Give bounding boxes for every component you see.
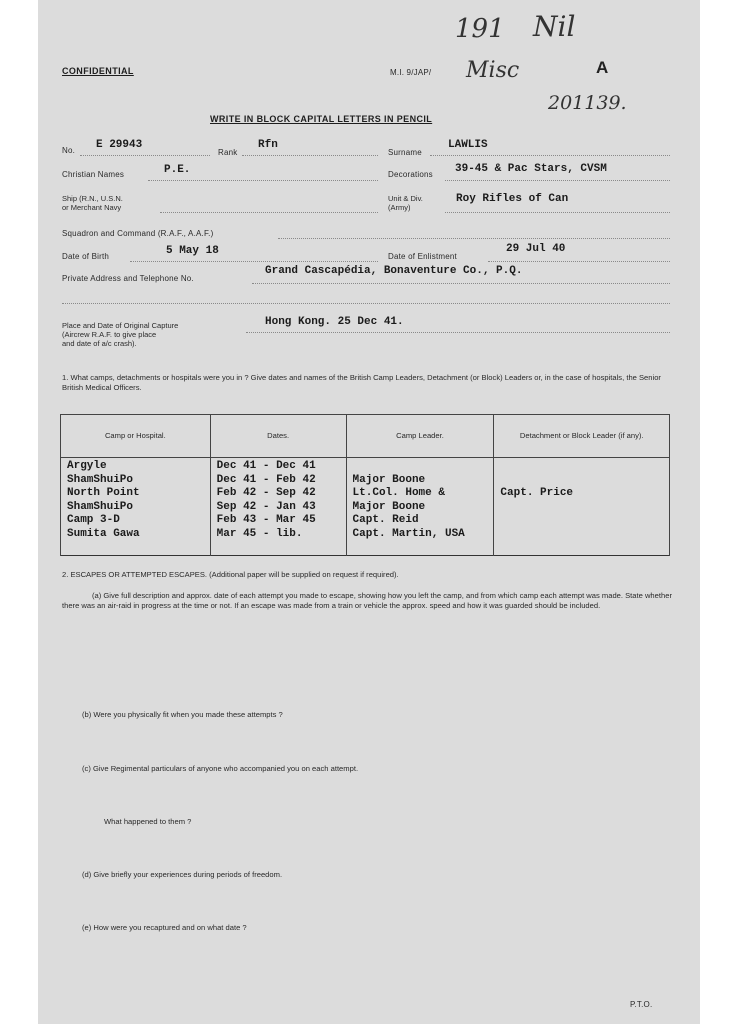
question-2c: (c) Give Regimental particulars of anyone who accompanied you on each attempt. [82, 764, 359, 773]
handwritten-scribble: Nil [533, 10, 576, 43]
handwritten-misc: Misc [466, 58, 520, 83]
form-letter: A [596, 58, 609, 77]
squadron-label: Squadron and Command (R.A.F., A.A.F.) [62, 229, 214, 238]
instruction-heading: WRITE IN BLOCK CAPITAL LETTERS IN PENCIL [210, 114, 433, 124]
no-value: E 29943 [96, 139, 143, 151]
question-2d: (d) Give briefly your experiences during periods of freedom. [82, 870, 283, 879]
header-camp: Camp or Hospital. [61, 415, 211, 458]
dob-label: Date of Birth [62, 252, 110, 261]
header-detachment-leader: Detachment or Block Leader (if any). [494, 415, 670, 458]
question-1: 1. What camps, detachments or hospitals were you in ? Give dates and names of the British Camp Leaders, Detachment (or Block) Leaders or, in the case of hospitals, the Senior British Medical Officers. [62, 373, 661, 392]
question-2e: (e) How were you recaptured and on what date ? [82, 923, 247, 932]
rank-label: Rank [218, 148, 238, 157]
pto-label: P.T.O. [630, 1000, 653, 1009]
unit-label: Unit & Div. (Army) [388, 194, 423, 212]
address-value: Grand Cascapédia, Bonaventure Co., P.Q. [265, 265, 523, 277]
question-2c-followup: What happened to them ? [104, 817, 192, 826]
surname-label: Surname [388, 148, 422, 157]
capture-label: Place and Date of Original Capture (Aircrew R.A.F. to give place and date of a/c crash). [62, 321, 179, 348]
christian-names-label: Christian Names [62, 170, 125, 179]
handwritten-number: 191 [455, 14, 505, 44]
no-label: No. [62, 146, 76, 155]
enlistment-value: 29 Jul 40 [506, 243, 566, 255]
unit-value: Roy Rifles of Can [456, 193, 569, 205]
rank-value: Rfn [258, 139, 278, 151]
enlistment-label: Date of Enlistment [388, 252, 457, 261]
detachment-column: Capt. Price [494, 458, 670, 556]
header-camp-leader: Camp Leader. [346, 415, 494, 458]
question-2b: (b) Were you physically fit when you made these attempts ? [82, 710, 283, 719]
capture-value: Hong Kong. 25 Dec 41. [265, 316, 404, 328]
confidential-heading: CONFIDENTIAL [62, 66, 134, 76]
ship-label: Ship (R.N., U.S.N. or Merchant Navy [62, 194, 123, 212]
decorations-value: 39-45 & Pac Stars, CVSM [455, 163, 607, 175]
address-label: Private Address and Telephone No. [62, 274, 194, 283]
camp-column: Argyle ShamShuiPo North Point ShamShuiPo Camp 3-D Sumita Gawa [61, 458, 211, 556]
leader-column: Major Boone Lt.Col. Home & Major Boone Capt. Reid Capt. Martin, USA [346, 458, 494, 556]
surname-value: LAWLIS [448, 139, 488, 151]
handwritten-serial: 201139. [548, 92, 627, 114]
dob-value: 5 May 18 [166, 245, 219, 257]
question-2a: (a) Give full description and approx. date of each attempt you made to escape, showing how you left the camp, and from which camp each attempt was made. State whether there was an air-raid in progress at the time or not. If an escape was made from a train or vehicle the approx. speed and how it was guarded should be included. [62, 591, 672, 610]
dates-column: Dec 41 - Dec 41 Dec 41 - Feb 42 Feb 42 - Sep 42 Sep 42 - Jan 43 Feb 43 - Mar 45 Mar 45 - lib. [210, 458, 346, 556]
decorations-label: Decorations [388, 170, 433, 179]
header-dates: Dates. [210, 415, 346, 458]
camps-table [60, 414, 670, 556]
christian-names-value: P.E. [164, 164, 191, 176]
question-2-title: 2. ESCAPES OR ATTEMPTED ESCAPES. (Additional paper will be supplied on request if required). [62, 570, 399, 579]
table-row [61, 458, 670, 556]
form-code: M.I. 9/JAP/ [390, 68, 432, 77]
